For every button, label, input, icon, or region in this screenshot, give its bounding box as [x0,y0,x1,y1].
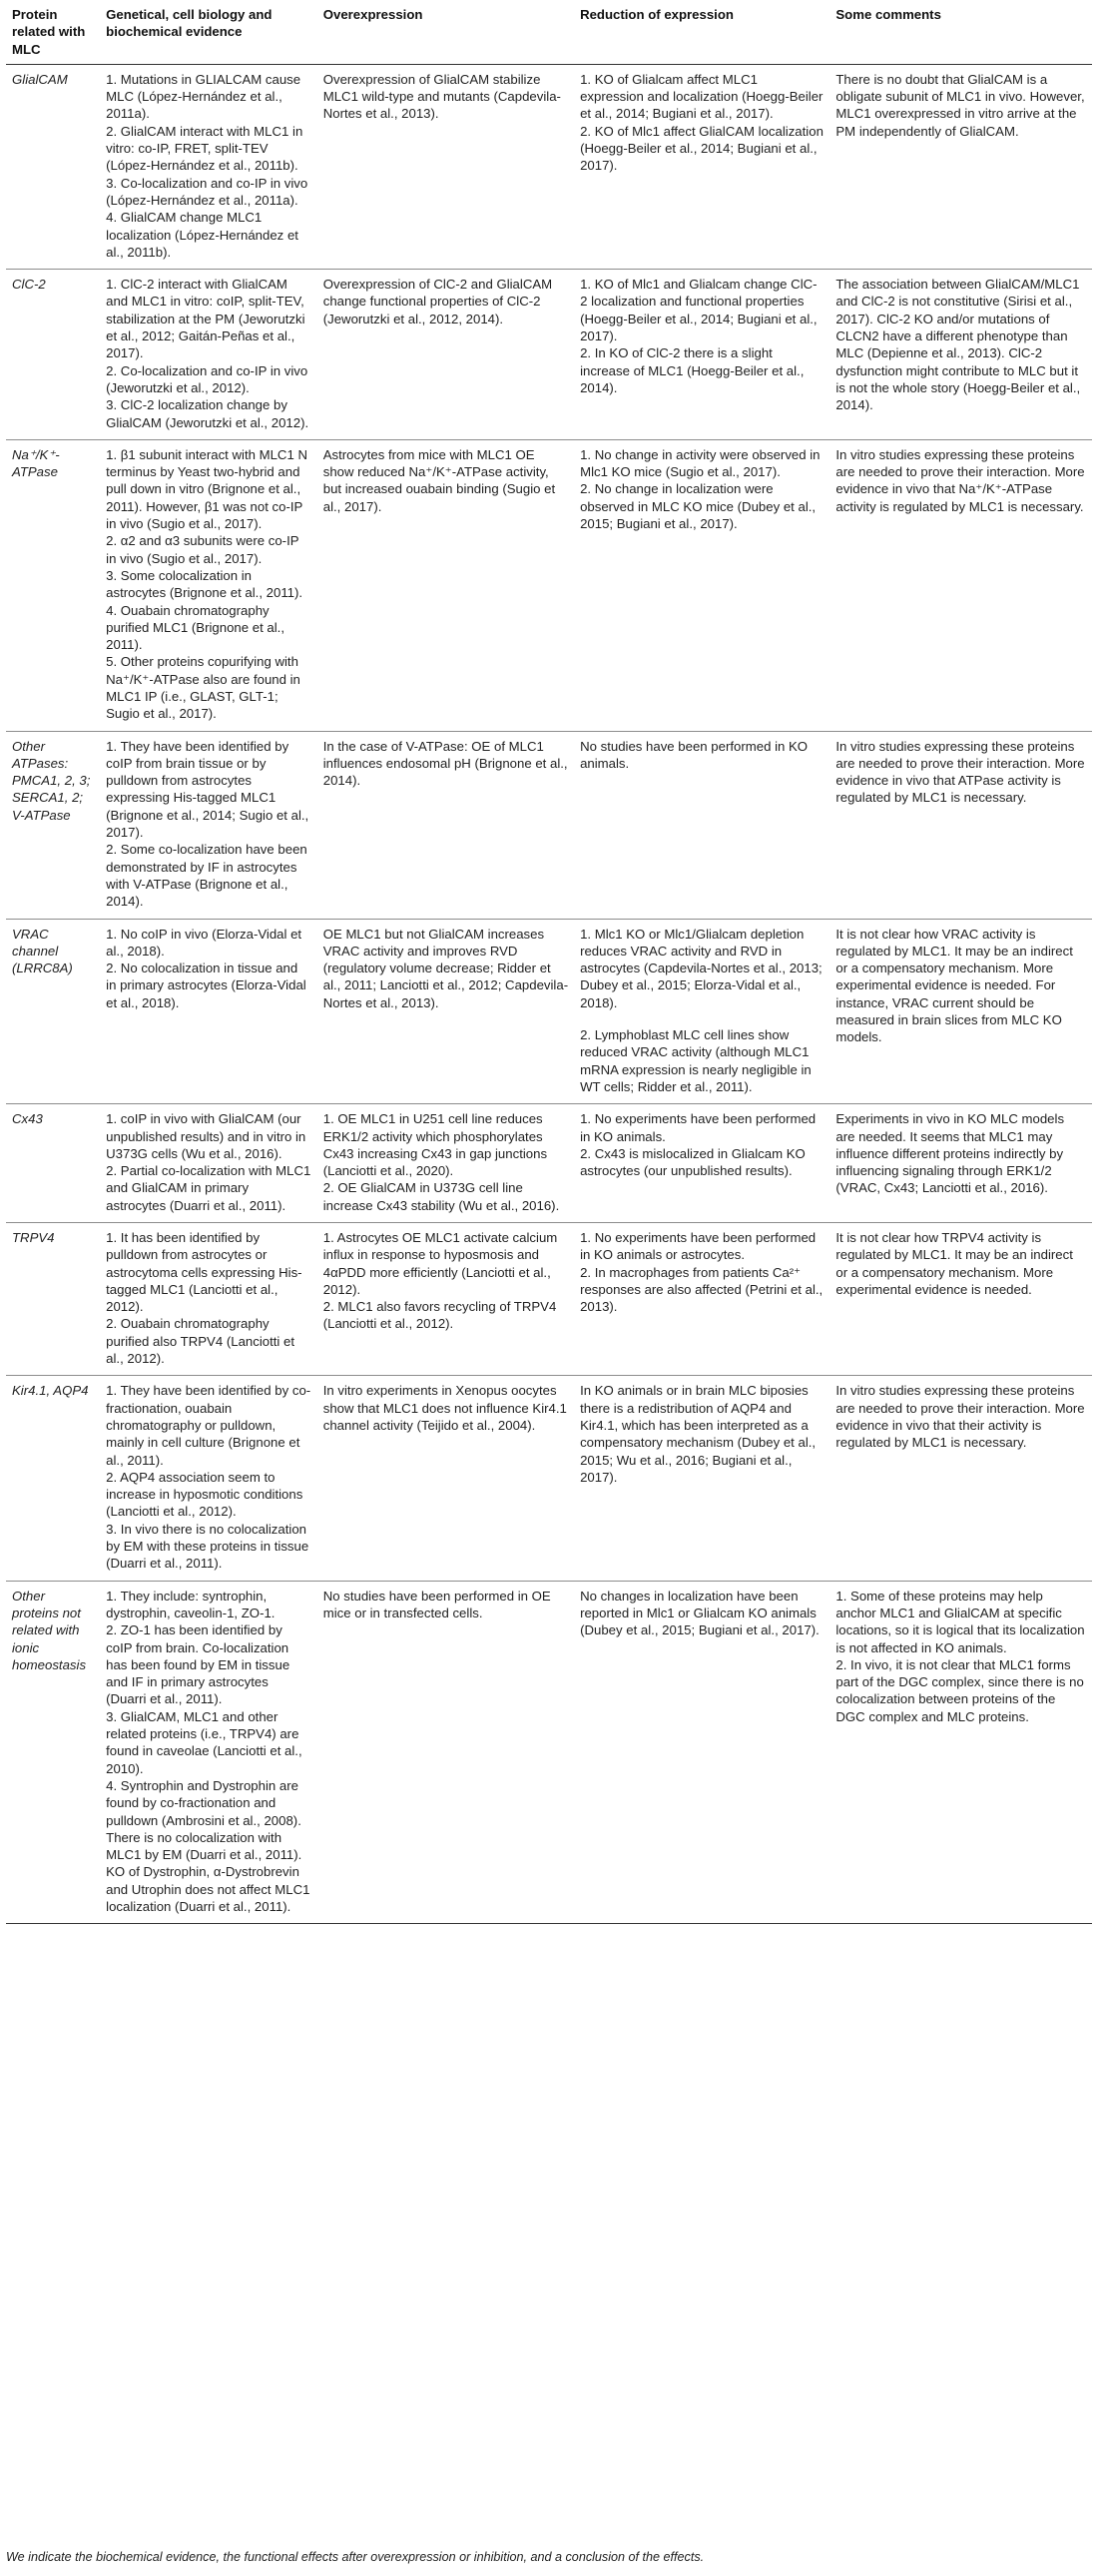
reduction-paragraph: 2. Cx43 is mislocalized in Glialcam KO astrocytes (our unpublished results). [580,1145,806,1179]
genetic-evidence-cell [100,1223,317,1376]
genetic-evidence-cell [100,439,317,731]
table-row [6,1376,1092,1581]
protein-paragraph: TRPV4 [12,1230,55,1245]
comments-cell [829,439,1092,731]
genetic-paragraph: 1. No coIP in vivo (Elorza-Vidal et al., 2018). [106,926,302,959]
overexpression-paragraph: No studies have been performed in OE mice or in transfected cells. [322,1588,551,1620]
reduction-paragraph: 1. KO of Mlc1 and Glialcam change ClC-2 localization and functional properties (Hoegg-Beiler et al., 2014; Bugiani et al., 2017). [580,277,818,344]
overexpression-cell [317,1581,574,1924]
genetic-paragraph: 2. Co-localization and co-IP in vivo (Jeworutzki et al., 2012). [106,362,308,395]
protein-cell [6,1104,100,1223]
overexpression-paragraph: 1. Astrocytes OE MLC1 activate calcium influx in response to hyposmosis and 4αPDD more efficiently (Lanciotti et al., 2012). [322,1230,558,1297]
table-row [6,64,1092,269]
genetic-evidence-cell [100,64,317,269]
genetic-paragraph: 1. It has been identified by pulldown from astrocytes or astrocytoma cells expressing His-tagged MLC1 (Lanciotti et al., 2012). [106,1230,302,1315]
protein-paragraph: Other proteins not related with ionic homeostasis [12,1588,87,1672]
genetic-paragraph: 2. Some co-localization have been demonstrated by IF in astrocytes with V-ATPase (Brignone et al., 2014). [106,842,307,910]
comments-cell [829,1376,1092,1581]
reduction-paragraph: 2. KO of Mlc1 affect GlialCAM localization (Hoegg-Beiler et al., 2014; Bugiani et al., 2017). [580,123,824,174]
genetic-paragraph: 4. Syntrophin and Dystrophin are found by co-fractionation and pulldown (Ambrosini et al., 2008). There is no colocalization with MLC1 by EM (Duarri et al., 2011). KO of Dystrophin, α-Dystrobrevin and Utrophin does not affect MLC1 localization (Duarri et al., 2011). [106,1777,310,1914]
genetic-paragraph: 2. GlialCAM interact with MLC1 in vitro: co-IP, FRET, split-TEV (López-Hernández et al., 2011b). [106,123,303,174]
comments-paragraph: It is not clear how TRPV4 activity is regulated by MLC1. It may be an indirect or a compensatory mechanism. More experimental evidence is needed. [835,1230,1073,1297]
protein-cell [6,919,100,1104]
genetic-paragraph: 1. β1 subunit interact with MLC1 N terminus by Yeast two-hybrid and pull down in vitro (Brignone et al., 2011). However, β1 was not co-IP in vivo (Sugio et al., 2017). [106,446,307,532]
overexpression-paragraph: 1. OE MLC1 in U251 cell line reduces ERK1/2 activity which phosphorylates Cx43 increasing Cx43 in gap junctions (Lanciotti et al., 2020). [322,1111,548,1179]
comments-paragraph: 2. In vivo, it is not clear that MLC1 forms part of the DGC complex, since there is no colocalization between proteins of the DGC complex and MLC proteins. [835,1656,1084,1724]
reduction-paragraph: No changes in localization have been reported in Mlc1 or Glialcam KO animals (Dubey et al., 2015; Bugiani et al., 2017). [580,1588,820,1638]
comments-paragraph: Experiments in vivo in KO MLC models are needed. It seems that MLC1 may influence different proteins indirectly by influencing signaling through ERK1/2 (VRAC, Cx43; Lanciotti et al., 2016). [835,1111,1065,1196]
reduction-paragraph: 1. Mlc1 KO or Mlc1/Glialcam depletion reduces VRAC activity and RVD in astrocytes (Capdevila-Nortes et al., 2013; Dubey et al., 2015; Elorza-Vidal et al., 2018). [580,926,823,1010]
reduction-cell [574,1581,829,1924]
protein-paragraph: Kir4.1, AQP4 [12,1383,89,1399]
protein-cell [6,270,100,440]
protein-paragraph: Na⁺/K⁺-ATPase [12,446,60,480]
genetic-paragraph: 3. ClC-2 localization change by GlialCAM (Jeworutzki et al., 2012). [106,397,309,430]
overexpression-cell [317,1376,574,1581]
genetic-paragraph: 1. coIP in vivo with GlialCAM (our unpublished results) and in vitro in U373G cells (Wu et al., 2016). [106,1111,306,1161]
reduction-paragraph: 2. Lymphoblast MLC cell lines show reduced VRAC activity (although MLC1 mRNA expression is nearly negligible in WT cells; Ridder et al., 2011). [580,1027,812,1094]
reduction-cell [574,1376,829,1581]
genetic-paragraph: 4. Ouabain chromatography purified MLC1 (Brignone et al., 2011). [106,602,284,653]
comments-paragraph: The association between GlialCAM/MLC1 and ClC-2 is not constitutive (Sirisi et al., 2017). ClC-2 KO and/or mutations of CLCN2 have a different phenotype than MLC (Depienne et al., 2013). ClC-2 dysfunction might contribute to MLC but it is not the whole story (Hoegg-Beiler et al., 2014). [835,277,1081,413]
table-row [6,1223,1092,1376]
comments-cell [829,1104,1092,1223]
genetic-paragraph: 1. They include: syntrophin, dystrophin, caveolin-1, ZO-1. [106,1588,275,1620]
protein-cell [6,64,100,269]
genetic-paragraph: 2. α2 and α3 subunits were co-IP in vivo (Sugio et al., 2017). [106,533,299,566]
protein-cell [6,1581,100,1924]
genetic-paragraph: 2. Ouabain chromatography purified also TRPV4 (Lanciotti et al., 2012). [106,1316,295,1367]
genetic-paragraph: 5. Other proteins copurifying with Na⁺/K⁺-ATPase also are found in MLC1 IP (i.e., GLAST, GLT-1; Sugio et al., 2017). [106,654,300,722]
overexpression-paragraph: 2. OE GlialCAM in U373G cell line increase Cx43 stability (Wu et al., 2016). [322,1180,560,1213]
comments-paragraph: 1. Some of these proteins may help anchor MLC1 and GlialCAM at specific locations, so it is logical that its localization is not affected in KO animals. [835,1588,1085,1655]
reduction-paragraph: 2. In KO of ClC-2 there is a slight increase of MLC1 (Hoegg-Beiler et al., 2014). [580,345,805,395]
table-row [6,1581,1092,1924]
genetic-evidence-cell [100,1376,317,1581]
table-row [6,1104,1092,1223]
comments-paragraph: In vitro studies expressing these proteins are needed to prove their interaction. More evidence in vivo that their activity is regulated by MLC1 is necessary. [835,1383,1085,1451]
header-genetic-evidence: Genetical, cell biology and biochemical evidence [100,0,317,64]
overexpression-paragraph: Overexpression of GlialCAM stabilize MLC1 wild-type and mutants (Capdevila-Nortes et al., 2013). [322,71,561,122]
reduction-paragraph: 2. No change in localization were observed in MLC KO mice (Dubey et al., 2015; Bugiani et al., 2017). [580,481,817,532]
genetic-evidence-cell [100,919,317,1104]
genetic-paragraph: 1. Mutations in GLIALCAM cause MLC (López-Hernández et al., 2011a). [106,71,301,122]
genetic-paragraph: 1. They have been identified by coIP from brain tissue or by pulldown from astrocytes expressing His-tagged MLC1 (Brignone et al., 2014; Sugio et al., 2017). [106,738,309,841]
overexpression-cell [317,439,574,731]
genetic-evidence-cell [100,1581,317,1924]
genetic-paragraph: 1. They have been identified by co-fractionation, ouabain chromatography or pulldown, mainly in cell culture (Brignone et al., 2011). [106,1383,311,1468]
table-row [6,919,1092,1104]
overexpression-paragraph: OE MLC1 but not GlialCAM increases VRAC activity and improves RVD (regulatory volume decrease; Ridder et al., 2011; Lanciotti et al., 2012; Capdevila-Nortes et al., 2013). [322,926,569,1010]
comments-paragraph: There is no doubt that GlialCAM is a obligate subunit of MLC1 in vivo. However, MLC1 overexpressed in vitro arrive at the PM independently of GlialCAM. [835,71,1085,139]
header-protein: Protein related with MLC [6,0,100,64]
genetic-paragraph: 4. GlialCAM change MLC1 localization (López-Hernández et al., 2011b). [106,210,298,260]
reduction-cell [574,1104,829,1223]
overexpression-paragraph: Overexpression of ClC-2 and GlialCAM change functional properties of ClC-2 (Jeworutzki et al., 2012, 2014). [322,277,553,326]
genetic-evidence-cell [100,1104,317,1223]
header-reduction: Reduction of expression [574,0,829,64]
genetic-paragraph: 2. No colocalization in tissue and in primary astrocytes (Elorza-Vidal et al., 2018). [106,961,306,1010]
protein-cell [6,439,100,731]
reduction-cell [574,919,829,1104]
protein-paragraph: Cx43 [12,1111,43,1127]
reduction-paragraph: 1. No experiments have been performed in KO animals. [580,1111,817,1144]
comments-paragraph: In vitro studies expressing these proteins are needed to prove their interaction. More evidence in vivo that Na⁺/K⁺-ATPase activity is regulated by MLC1 is necessary. [835,446,1085,514]
comments-cell [829,1581,1092,1924]
protein-cell [6,1223,100,1376]
table-row [6,270,1092,440]
protein-cell [6,1376,100,1581]
genetic-paragraph: 3. GlialCAM, MLC1 and other related proteins (i.e., TRPV4) are found in caveolae (Lanciotti et al., 2010). [106,1708,302,1776]
genetic-paragraph: 1. ClC-2 interact with GlialCAM and MLC1 in vitro: coIP, split-TEV, stabilization at the PM (Jeworutzki et al., 2012; Gaitán-Peñas et al., 2017). [106,277,305,361]
overexpression-paragraph: In vitro experiments in Xenopus oocytes show that MLC1 does not influence Kir4.1 channel activity (Teijido et al., 2004). [322,1383,567,1433]
overexpression-cell [317,919,574,1104]
genetic-paragraph: 2. Partial co-localization with MLC1 and GlialCAM in primary astrocytes (Duarri et al., 2011). [106,1163,311,1213]
protein-paragraph: Other ATPases: PMCA1, 2, 3; SERCA1, 2; V-ATPase [12,738,91,823]
genetic-paragraph: 3. Some colocalization in astrocytes (Brignone et al., 2011). [106,567,303,601]
overexpression-paragraph: In the case of V-ATPase: OE of MLC1 influences endosomal pH (Brignone et al., 2014). [322,738,568,789]
table-footnote: We indicate the biochemical evidence, the functional effects after overexpression or inhibition, and a conclusion of the effects. [6,2550,705,2564]
table-row [6,731,1092,919]
reduction-paragraph: No studies have been performed in KO animals. [580,738,809,771]
genetic-paragraph: 3. In vivo there is no colocalization by EM with these proteins in tissue (Duarri et al., 2011). [106,1521,309,1572]
overexpression-paragraph: Astrocytes from mice with MLC1 OE show reduced Na⁺/K⁺-ATPase activity, but increased ouabain binding (Sugio et al., 2017). [322,446,556,514]
reduction-cell [574,64,829,269]
comments-paragraph: It is not clear how VRAC activity is regulated by MLC1. It may be an indirect or a compensatory mechanism. More experimental evidence is needed. For instance, VRAC current should be measured in brain slices from MLC KO models. [835,926,1073,1045]
reduction-cell [574,270,829,440]
protein-paragraph: ClC-2 [12,277,46,293]
header-overexpression: Overexpression [317,0,574,64]
protein-paragraph: VRAC channel (LRRC8A) [12,926,73,976]
comments-cell [829,270,1092,440]
overexpression-cell [317,1104,574,1223]
genetic-paragraph: 2. AQP4 association seem to increase in hyposmotic conditions (Lanciotti et al., 2012). [106,1469,303,1520]
overexpression-cell [317,270,574,440]
table-row [6,439,1092,731]
header-comments: Some comments [829,0,1092,64]
genetic-paragraph: 2. ZO-1 has been identified by coIP from brain. Co-localization has been found by EM in tissue and IF in primary astrocytes (Duarri et al., 2011). [106,1622,290,1707]
reduction-cell [574,439,829,731]
reduction-cell [574,731,829,919]
protein-paragraph: GlialCAM [12,71,68,87]
reduction-paragraph: 1. No change in activity were observed in Mlc1 KO mice (Sugio et al., 2017). [580,446,821,480]
comments-paragraph: In vitro studies expressing these proteins are needed to prove their interaction. More evidence in vivo that ATPase activity is regulated by MLC1 is necessary. [835,738,1085,806]
table-header-row [6,0,1092,64]
comments-cell [829,64,1092,269]
overexpression-cell [317,1223,574,1376]
overexpression-cell [317,731,574,919]
reduction-paragraph: 2. In macrophages from patients Ca²⁺ responses are also affected (Petrini et al., 2013). [580,1264,824,1315]
genetic-paragraph: 3. Co-localization and co-IP in vivo (López-Hernández et al., 2011a). [106,175,308,208]
table-body [6,64,1092,1923]
genetic-evidence-cell [100,270,317,440]
reduction-cell [574,1223,829,1376]
comments-cell [829,1223,1092,1376]
overexpression-paragraph: 2. MLC1 also favors recycling of TRPV4 (Lanciotti et al., 2012). [322,1299,557,1332]
reduction-paragraph: In KO animals or in brain MLC biposies there is a redistribution of AQP4 and Kir4.1, which has been interpreted as a compensatory mechanism (Dubey et al., 2015; Wu et al., 2016; Bugiani et al., 2017). [580,1383,817,1485]
mlc-protein-table [6,0,1092,1924]
reduction-paragraph: 1. KO of Glialcam affect MLC1 expression and localization (Hoegg-Beiler et al., 2014; Bugiani et al., 2017). [580,71,824,122]
comments-cell [829,731,1092,919]
genetic-evidence-cell [100,731,317,919]
overexpression-cell [317,64,574,269]
protein-cell [6,731,100,919]
reduction-paragraph: 1. No experiments have been performed in KO animals or astrocytes. [580,1230,817,1263]
comments-cell [829,919,1092,1104]
